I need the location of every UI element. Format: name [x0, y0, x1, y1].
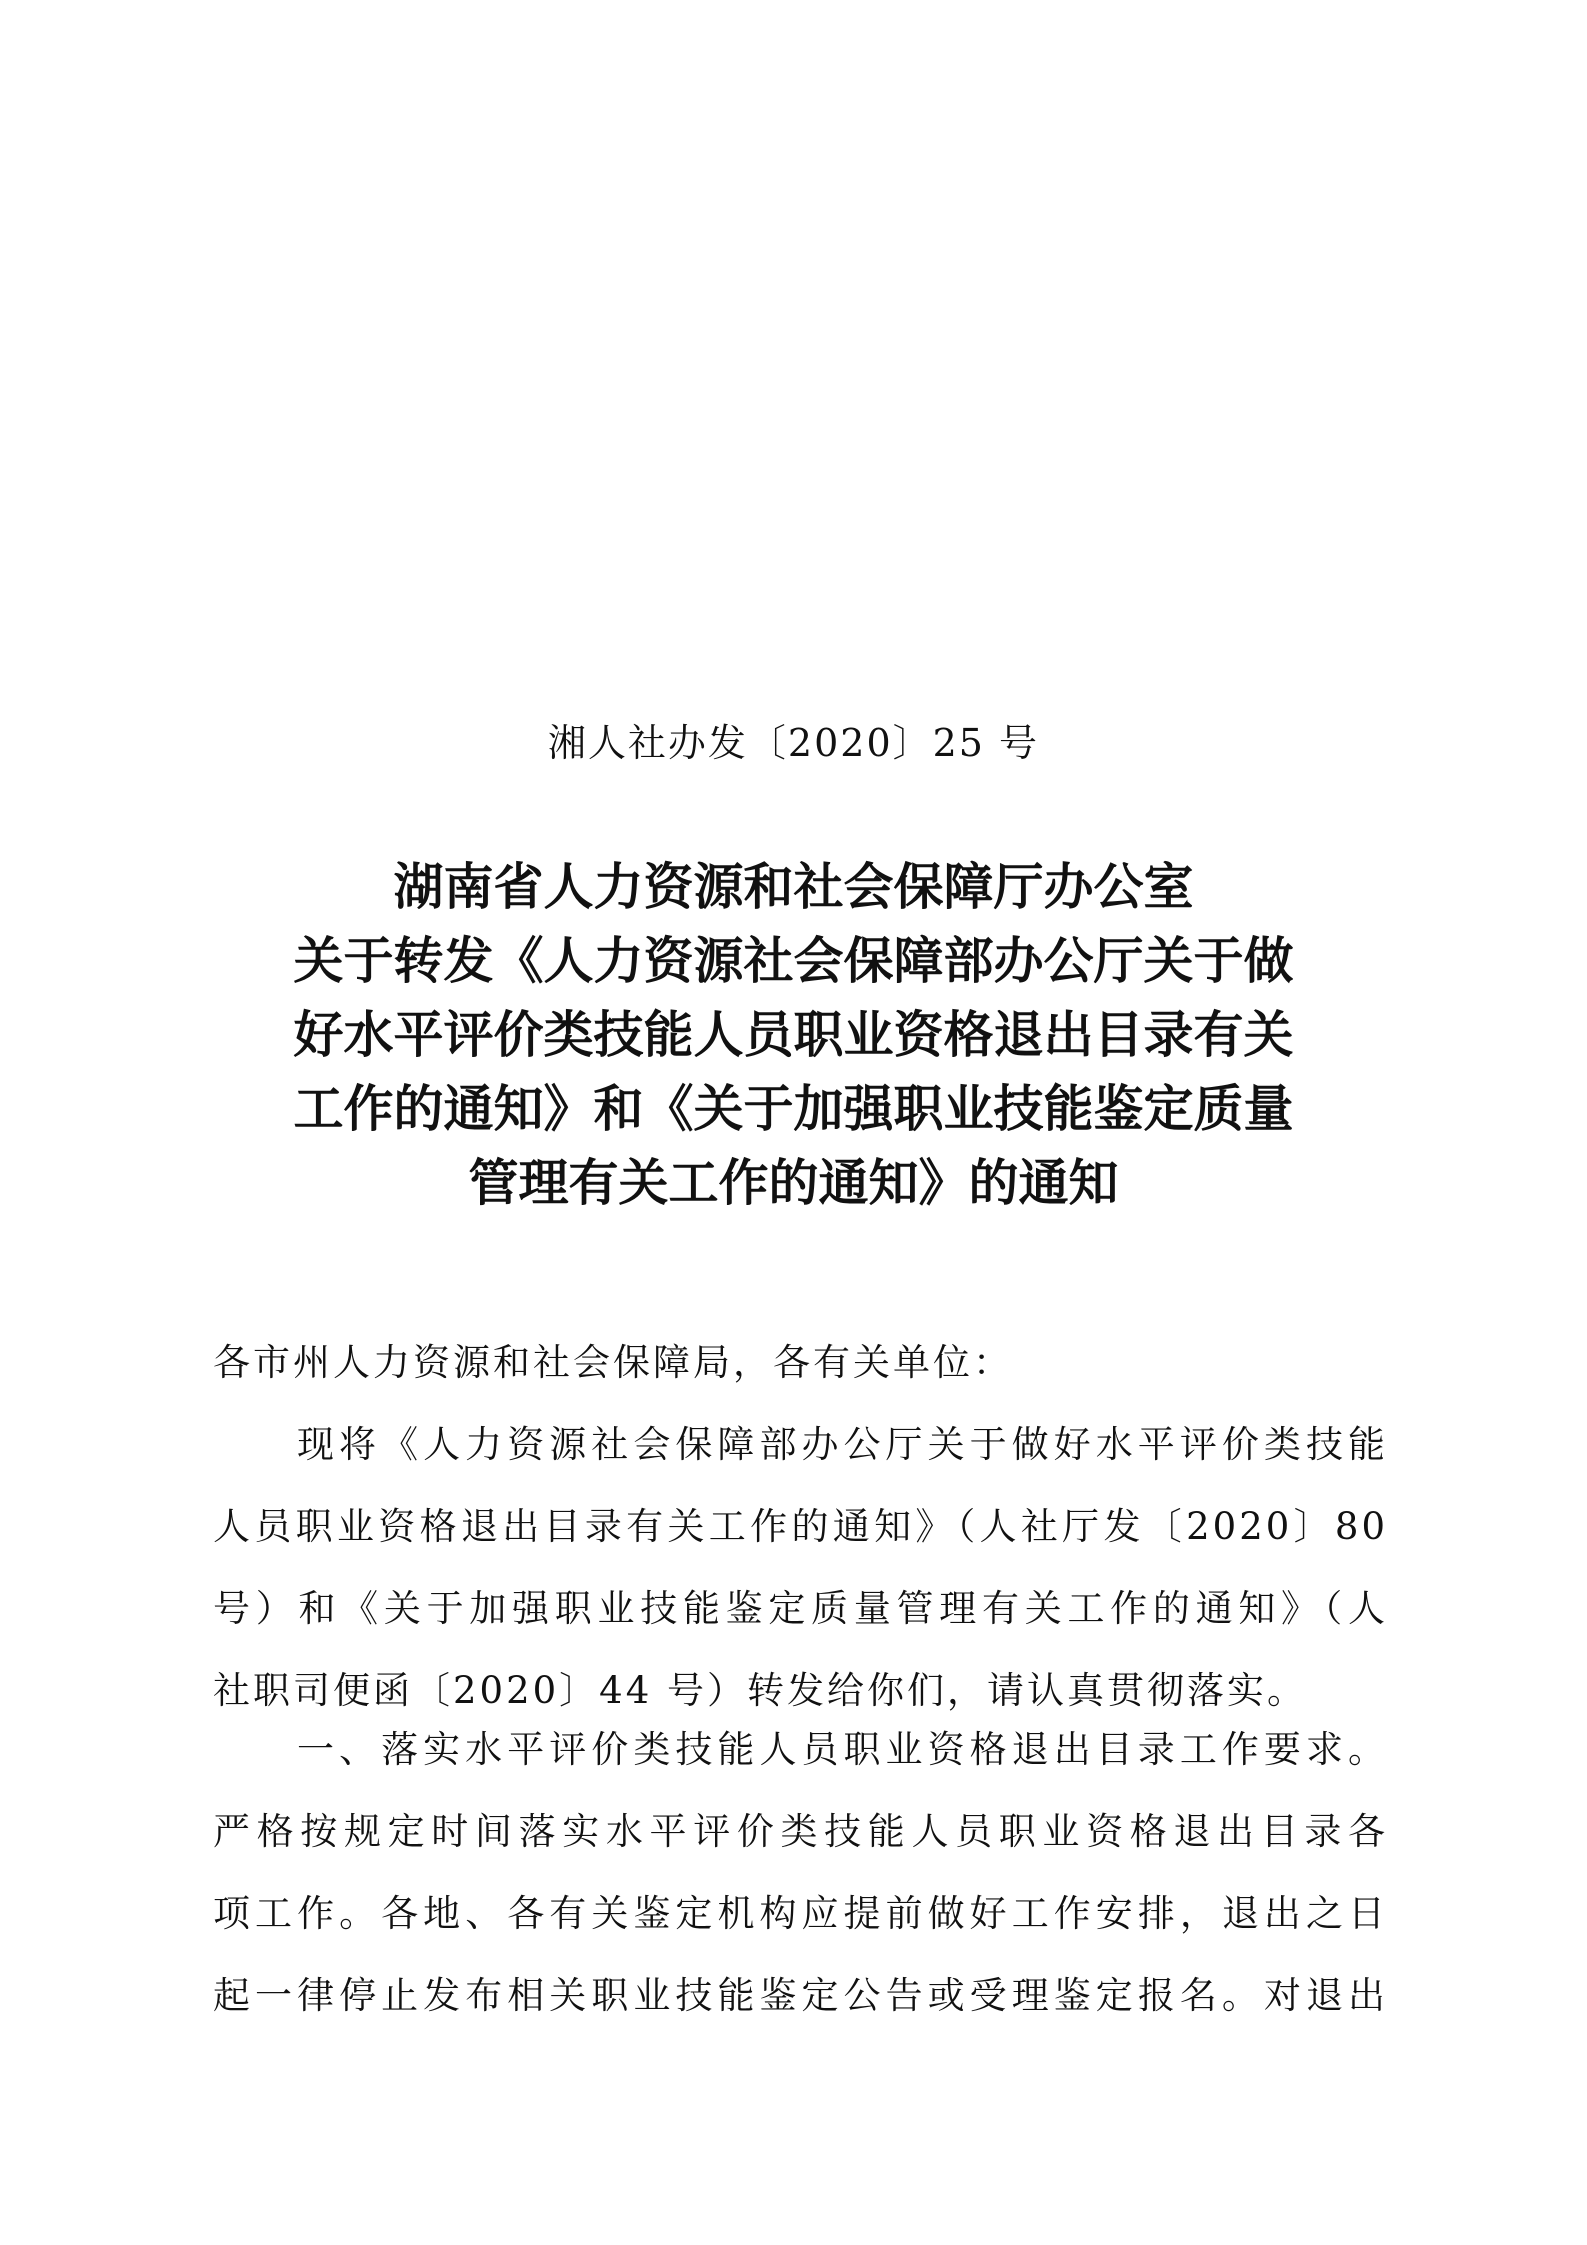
paragraph-line: 号）和《关于加强职业技能鉴定质量管理有关工作的通知》（人 — [213, 1587, 1388, 1630]
title-line: 工作的通知》和《关于加强职业技能鉴定质量 — [293, 1080, 1294, 1138]
paragraph-forwarding-notice — [213, 1420, 1388, 1748]
paragraph-line: 现将《人力资源社会保障部办公厅关于做好水平评价类技能 — [297, 1423, 1388, 1466]
title-line: 管理有关工作的通知》的通知 — [468, 1154, 1119, 1212]
paragraph-line: 严格按规定时间落实水平评价类技能人员职业资格退出目录各 — [213, 1810, 1388, 1853]
paragraph-line: 社职司便函〔2020〕44 号）转发给你们，请认真贯彻落实。 — [213, 1669, 1308, 1712]
paragraph-line: 一、落实水平评价类技能人员职业资格退出目录工作要求。 — [297, 1728, 1388, 1771]
salutation-text: 各市州人力资源和社会保障局，各有关单位： — [213, 1341, 1013, 1384]
title-line: 好水平评价类技能人员职业资格退出目录有关 — [293, 1006, 1294, 1064]
paragraph-section-one — [213, 1725, 1388, 2053]
document-title — [200, 850, 1387, 1220]
paragraph-line: 人员职业资格退出目录有关工作的通知》（人社厅发〔2020〕80 — [213, 1505, 1388, 1548]
title-line: 湖南省人力资源和社会保障厅办公室 — [393, 858, 1194, 916]
title-line: 关于转发《人力资源社会保障部办公厅关于做 — [293, 932, 1294, 990]
paragraph-line: 项工作。各地、各有关鉴定机构应提前做好工作安排，退出之日 — [213, 1892, 1388, 1935]
paragraph-line: 起一律停止发布相关职业技能鉴定公告或受理鉴定报名。对退出 — [213, 1974, 1388, 2017]
salutation — [213, 1338, 1388, 1420]
document-number: 湘人社办发〔2020〕25 号 — [547, 721, 1040, 765]
